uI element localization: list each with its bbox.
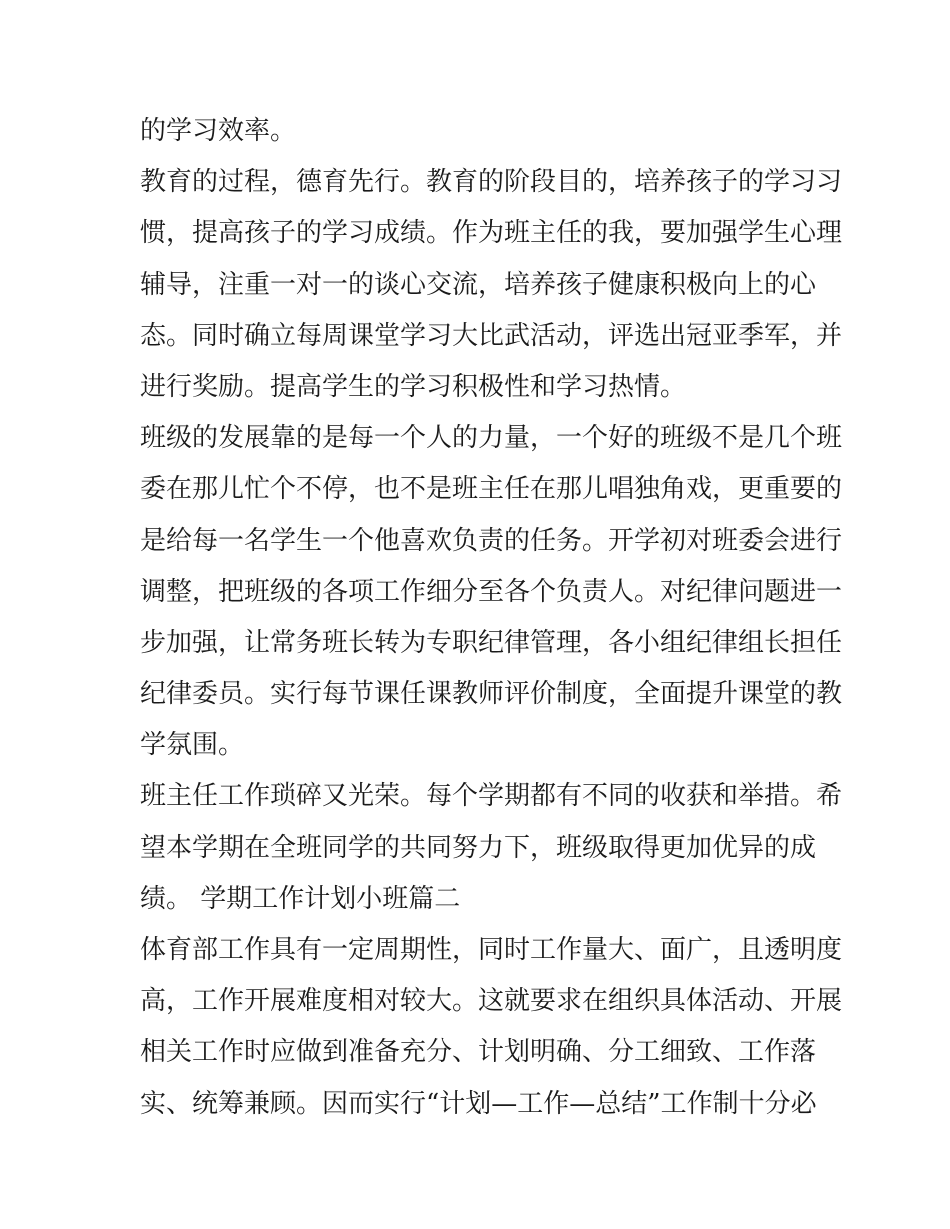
text-line: 惯，提高孩子的学习成绩。作为班主任的我，要加强学生心理 — [140, 218, 843, 249]
text-line: 班主任工作琐碎又光荣。每个学期都有不同的收获和举措。希 — [140, 781, 843, 812]
text-line: 高，工作开展难度相对较大。这就要求在组织具体活动、开展 — [140, 986, 843, 1017]
text-line: 学氛围。 — [140, 730, 245, 761]
text-line: 态。同时确立每周课堂学习大比武活动，评选出冠亚季军，并 — [140, 320, 843, 351]
text-line: 是给每一名学生一个他喜欢负责的任务。开学初对班委会进行 — [140, 525, 843, 556]
text-line: 绩。 学期工作计划小班篇二 — [140, 883, 461, 914]
text-line: 辅导，注重一对一的谈心交流，培养孩子健康积极向上的心 — [140, 269, 817, 300]
body-text — [140, 106, 843, 1130]
text-line: 班级的发展靠的是每一个人的力量，一个好的班级不是几个班 — [140, 423, 843, 454]
text-line: 委在那儿忙个不停，也不是班主任在那儿唱独角戏，更重要的 — [140, 474, 843, 505]
text-line: 教育的过程，德育先行。教育的阶段目的，培养孩子的学习习 — [140, 167, 843, 198]
text-line: 步加强，让常务班长转为专职纪律管理，各小组纪律组长担任 — [140, 627, 843, 658]
text-line: 纪律委员。实行每节课任课教师评价制度，全面提升课堂的教 — [140, 679, 843, 710]
text-line: 实、统筹兼顾。因而实行“计划—工作—总结”工作制十分必 — [140, 1088, 817, 1119]
text-line: 进行奖励。提高学生的学习积极性和学习热情。 — [140, 371, 687, 402]
text-line: 调整，把班级的各项工作细分至各个负责人。对纪律问题进一 — [140, 576, 843, 607]
text-line: 的学习效率。 — [140, 116, 297, 146]
text-line: 相关工作时应做到准备充分、计划明确、分工细致、工作落 — [140, 1037, 817, 1068]
text-line: 望本学期在全班同学的共同努力下，班级取得更加优异的成 — [140, 832, 817, 863]
text-line: 体育部工作具有一定周期性，同时工作量大、面广，且透明度 — [140, 935, 843, 965]
